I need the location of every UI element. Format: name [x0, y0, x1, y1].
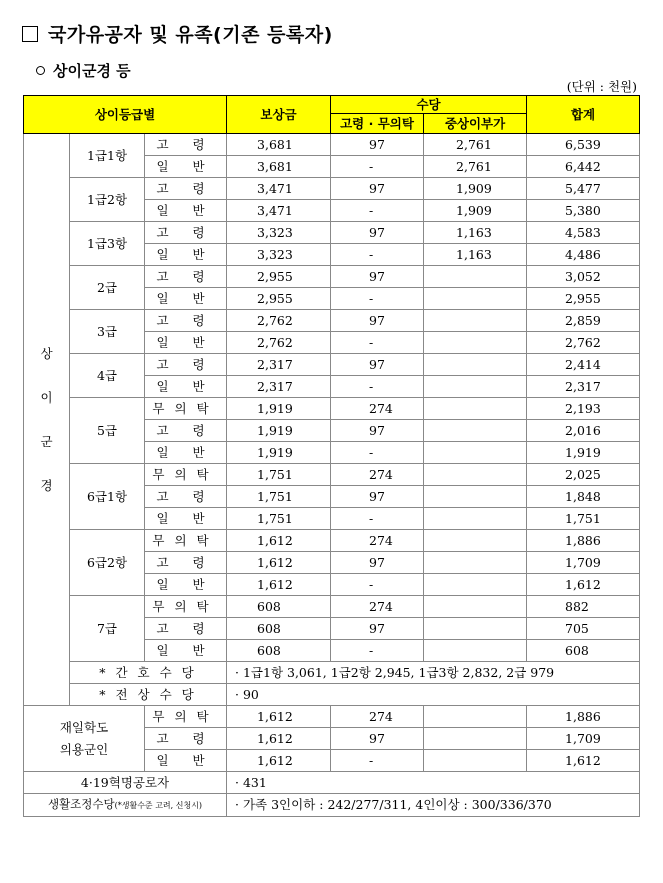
row-type: 고 령: [145, 486, 227, 508]
row-type: 일 반: [145, 376, 227, 398]
table-row: [24, 706, 640, 728]
compensation-value: 1,919: [227, 398, 331, 420]
additional-allowance-value: 1,163: [424, 244, 527, 266]
header-compensation: 보상금: [227, 96, 331, 134]
compensation-value: 1,612: [227, 552, 331, 574]
total-value: 6,442: [527, 156, 640, 178]
elderly-allowance-value: -: [331, 508, 424, 530]
elderly-allowance-value: 97: [331, 728, 424, 750]
total-value: 3,052: [527, 266, 640, 288]
additional-allowance-value: [424, 464, 527, 486]
elderly-allowance-value: 274: [331, 706, 424, 728]
elderly-allowance-value: 97: [331, 310, 424, 332]
elderly-allowance-value: -: [331, 376, 424, 398]
total-value: 1,886: [527, 530, 640, 552]
elderly-allowance-value: 97: [331, 354, 424, 376]
compensation-value: 1,612: [227, 750, 331, 772]
row-type: 고 령: [145, 728, 227, 750]
grade-name: 1급2항: [70, 178, 145, 222]
header-grade: 상이등급별: [24, 96, 227, 134]
additional-allowance-value: [424, 530, 527, 552]
header-elderly: 고령 · 무의탁: [331, 114, 424, 134]
table-row: [24, 464, 640, 486]
table-row: [24, 134, 640, 156]
grade-name: 6급2항: [70, 530, 145, 596]
elderly-allowance-value: -: [331, 156, 424, 178]
additional-allowance-value: [424, 728, 527, 750]
nursing-label: * 간 호 수 당: [70, 662, 227, 684]
total-value: 1,886: [527, 706, 640, 728]
total-value: 2,414: [527, 354, 640, 376]
compensation-value: 1,612: [227, 530, 331, 552]
total-value: 1,709: [527, 728, 640, 750]
elderly-allowance-value: 274: [331, 530, 424, 552]
elderly-allowance-value: -: [331, 332, 424, 354]
elderly-allowance-value: 274: [331, 398, 424, 420]
compensation-value: 608: [227, 618, 331, 640]
row-type: 고 령: [145, 354, 227, 376]
total-value: 882: [527, 596, 640, 618]
table-row: [24, 530, 640, 552]
document-title: 국가유공자 및 유족(기존 등록자): [22, 20, 333, 47]
additional-allowance-value: [424, 508, 527, 530]
total-value: 1,709: [527, 552, 640, 574]
additional-allowance-value: [424, 706, 527, 728]
additional-allowance-value: 1,909: [424, 178, 527, 200]
total-value: 4,583: [527, 222, 640, 244]
compensation-value: 3,471: [227, 178, 331, 200]
unit-note: (단위 : 천원): [566, 79, 637, 94]
additional-allowance-value: [424, 442, 527, 464]
grade-name: 4급: [70, 354, 145, 398]
grade-name: 2급: [70, 266, 145, 310]
compensation-value: 3,471: [227, 200, 331, 222]
revolution-value: · 431: [227, 772, 640, 794]
row-type: 고 령: [145, 222, 227, 244]
header-additional: 중상이부가: [424, 114, 527, 134]
total-value: 1,848: [527, 486, 640, 508]
total-value: 5,380: [527, 200, 640, 222]
row-type: 일 반: [145, 156, 227, 178]
compensation-value: 1,751: [227, 464, 331, 486]
elderly-allowance-value: 274: [331, 464, 424, 486]
row-type: 무의탁: [145, 398, 227, 420]
header-allowance: 수당: [331, 96, 527, 114]
checkbox-square-icon: [22, 26, 38, 42]
elderly-allowance-value: 97: [331, 618, 424, 640]
row-type: 일 반: [145, 332, 227, 354]
compensation-value: 1,612: [227, 574, 331, 596]
compensation-value: 1,919: [227, 420, 331, 442]
elderly-allowance-value: 97: [331, 134, 424, 156]
total-value: 705: [527, 618, 640, 640]
additional-allowance-value: [424, 310, 527, 332]
table-row: [24, 178, 640, 200]
additional-allowance-value: [424, 354, 527, 376]
transfer-value: · 90: [227, 684, 640, 706]
additional-allowance-value: [424, 420, 527, 442]
elderly-allowance-value: 274: [331, 596, 424, 618]
total-value: 2,193: [527, 398, 640, 420]
revolution-label: 4·19혁명공로자: [24, 772, 227, 794]
additional-allowance-value: [424, 596, 527, 618]
living-allowance-row: [24, 794, 640, 817]
row-type: 일 반: [145, 200, 227, 222]
header-total: 합계: [527, 96, 640, 134]
compensation-value: 1,919: [227, 442, 331, 464]
group-label-injured-veterans: 상 이 군 경: [24, 134, 70, 706]
transfer-label: * 전 상 수 당: [70, 684, 227, 706]
compensation-value: 1,751: [227, 508, 331, 530]
total-value: 1,751: [527, 508, 640, 530]
row-type: 고 령: [145, 552, 227, 574]
table-row: [24, 354, 640, 376]
row-type: 일 반: [145, 442, 227, 464]
table-row: [24, 596, 640, 618]
additional-allowance-value: 2,761: [424, 156, 527, 178]
row-type: 무의탁: [145, 464, 227, 486]
elderly-allowance-value: 97: [331, 420, 424, 442]
compensation-value: 2,317: [227, 354, 331, 376]
additional-allowance-value: [424, 266, 527, 288]
compensation-value: 2,317: [227, 376, 331, 398]
elderly-allowance-value: -: [331, 442, 424, 464]
elderly-allowance-value: -: [331, 244, 424, 266]
elderly-allowance-value: 97: [331, 222, 424, 244]
living-label: 생활조정수당(*생활수준 고려, 신청시): [24, 794, 227, 817]
compensation-value: 608: [227, 596, 331, 618]
grade-name: 1급1항: [70, 134, 145, 178]
total-value: 2,016: [527, 420, 640, 442]
row-type: 일 반: [145, 750, 227, 772]
elderly-allowance-value: 97: [331, 266, 424, 288]
section-subtitle: 상이군경 등: [36, 60, 131, 81]
compensation-value: 1,751: [227, 486, 331, 508]
table-row: [24, 266, 640, 288]
total-value: 5,477: [527, 178, 640, 200]
row-type: 고 령: [145, 420, 227, 442]
compensation-value: 2,955: [227, 266, 331, 288]
total-value: 2,317: [527, 376, 640, 398]
circle-bullet-icon: [36, 66, 45, 75]
table-row: [24, 222, 640, 244]
grade-name: 5급: [70, 398, 145, 464]
total-value: 2,955: [527, 288, 640, 310]
additional-allowance-value: 1,163: [424, 222, 527, 244]
compensation-value: 608: [227, 640, 331, 662]
elderly-allowance-value: -: [331, 750, 424, 772]
compensation-value: 2,762: [227, 332, 331, 354]
row-type: 일 반: [145, 288, 227, 310]
elderly-allowance-value: -: [331, 640, 424, 662]
compensation-value: 3,323: [227, 244, 331, 266]
total-value: 2,025: [527, 464, 640, 486]
row-type: 무의탁: [145, 530, 227, 552]
total-value: 4,486: [527, 244, 640, 266]
total-value: 6,539: [527, 134, 640, 156]
additional-allowance-value: [424, 574, 527, 596]
compensation-value: 1,612: [227, 728, 331, 750]
row-type: 일 반: [145, 508, 227, 530]
compensation-value: 1,612: [227, 706, 331, 728]
compensation-table: [23, 95, 640, 817]
additional-allowance-value: [424, 750, 527, 772]
elderly-allowance-value: 97: [331, 178, 424, 200]
living-value: · 가족 3인이하 : 242/277/311, 4인이상 : 300/336/370: [227, 794, 640, 817]
row-type: 일 반: [145, 244, 227, 266]
compensation-value: 3,323: [227, 222, 331, 244]
row-type: 고 령: [145, 310, 227, 332]
table-row: [24, 310, 640, 332]
total-value: 2,762: [527, 332, 640, 354]
row-type: 일 반: [145, 640, 227, 662]
elderly-allowance-value: -: [331, 574, 424, 596]
additional-allowance-value: [424, 618, 527, 640]
row-type: 고 령: [145, 618, 227, 640]
transfer-allowance-row: [24, 684, 640, 706]
row-type: 고 령: [145, 266, 227, 288]
total-value: 1,612: [527, 750, 640, 772]
elderly-allowance-value: 97: [331, 486, 424, 508]
additional-allowance-value: [424, 332, 527, 354]
row-type: 무의탁: [145, 706, 227, 728]
additional-allowance-value: [424, 376, 527, 398]
additional-allowance-value: [424, 398, 527, 420]
elderly-allowance-value: -: [331, 288, 424, 310]
additional-allowance-value: 2,761: [424, 134, 527, 156]
additional-allowance-value: 1,909: [424, 200, 527, 222]
total-value: 608: [527, 640, 640, 662]
total-value: 1,612: [527, 574, 640, 596]
total-value: 1,919: [527, 442, 640, 464]
grade-name: 6급1항: [70, 464, 145, 530]
nursing-value: · 1급1항 3,061, 1급2항 2,945, 1급3항 2,832, 2급 979: [227, 662, 640, 684]
elderly-allowance-value: 97: [331, 552, 424, 574]
compensation-value: 3,681: [227, 134, 331, 156]
row-type: 무의탁: [145, 596, 227, 618]
row-type: 고 령: [145, 134, 227, 156]
additional-allowance-value: [424, 552, 527, 574]
additional-allowance-value: [424, 288, 527, 310]
living-note: (*생활수준 고려, 신청시): [114, 801, 203, 810]
total-value: 2,859: [527, 310, 640, 332]
row-type: 일 반: [145, 574, 227, 596]
grade-name: 3급: [70, 310, 145, 354]
row-type: 고 령: [145, 178, 227, 200]
additional-allowance-value: [424, 640, 527, 662]
additional-allowance-value: [424, 486, 527, 508]
elderly-allowance-value: -: [331, 200, 424, 222]
revolution-row: [24, 772, 640, 794]
japan-volunteer-label: 재일학도 의용군인: [24, 706, 145, 772]
compensation-value: 2,955: [227, 288, 331, 310]
table-row: [24, 398, 640, 420]
compensation-value: 2,762: [227, 310, 331, 332]
compensation-value: 3,681: [227, 156, 331, 178]
grade-name: 1급3항: [70, 222, 145, 266]
grade-name: 7급: [70, 596, 145, 662]
nursing-allowance-row: [24, 662, 640, 684]
